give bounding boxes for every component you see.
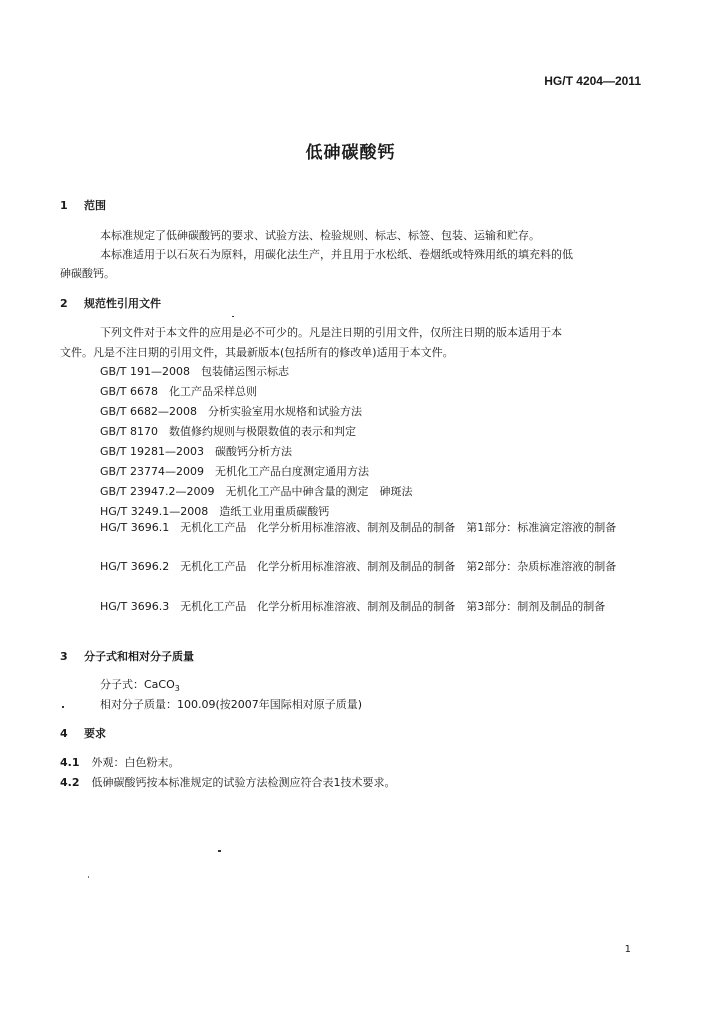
reference-item-wrapped (60, 597, 642, 617)
section-4-heading (60, 724, 642, 744)
reference-item: GB/T 6678 化工产品采样总则 (100, 385, 257, 398)
clause-number: 4.1 (60, 756, 80, 769)
reference-item: GB/T 6682—2008 分析实验室用水规格和试验方法 (100, 405, 362, 418)
molecular-mass (60, 695, 642, 715)
reference-item: HG/T 3696.1 无机化工产品 化学分析用标准溶液、制剂及制品的制备 第1部分：标准滴定溶液的制备 (100, 521, 617, 534)
mass-value: 相对分子质量：100.09(按2007年国际相对原子质量) (100, 698, 363, 711)
reference-item-wrapped (60, 557, 642, 577)
reference-item: HG/T 3249.1—2008 造纸工业用重质碳酸钙 (100, 505, 330, 518)
scan-speck (62, 706, 64, 708)
scope-paragraph-2-line-1 (60, 245, 642, 265)
reference-item: GB/T 19281—2003 碳酸钙分析方法 (100, 445, 292, 458)
section-3-heading (60, 647, 642, 667)
requirement-4-2 (60, 773, 642, 793)
section-number: 1 (60, 199, 68, 212)
reference-item: HG/T 3696.3 无机化工产品 化学分析用标准溶液、制剂及制品的制备 第3部分：制剂及制品的制备 (100, 600, 606, 613)
reference-item: GB/T 23774—2009 无机化工产品白度测定通用方法 (100, 465, 369, 478)
section-title: 分子式和相对分子质量 (84, 650, 194, 663)
scan-speck (88, 876, 89, 878)
page-number: 1 (624, 944, 631, 955)
paragraph-text: 本标准适用于以石灰石为原料，用碳化法生产，并且用于水松纸、卷烟纸或特殊用纸的填充料的低 (100, 248, 573, 261)
paragraph-text: 砷碳酸钙。 (60, 267, 115, 280)
scan-speck (232, 316, 234, 317)
formula-subscript: 3 (174, 684, 180, 694)
section-2-heading (60, 294, 642, 314)
section-title: 规范性引用文件 (84, 297, 161, 310)
reference-item: GB/T 8170 数值修约规则与极限数值的表示和判定 (100, 425, 356, 438)
section-title: 范围 (84, 199, 106, 212)
standard-code: HG/T 4204—2011 (544, 74, 641, 88)
section-title: 要求 (84, 727, 106, 740)
clause-number: 4.2 (60, 776, 80, 789)
paragraph-text: 本标准规定了低砷碳酸钙的要求、试验方法、检验规则、标志、标签、包装、运输和贮存。 (100, 229, 540, 242)
reference-item: HG/T 3696.2 无机化工产品 化学分析用标准溶液、制剂及制品的制备 第2部分：杂质标准溶液的制备 (100, 560, 617, 573)
section-number: 3 (60, 650, 68, 663)
section-number: 4 (60, 727, 68, 740)
formula-label: 分子式： (100, 678, 144, 691)
scope-paragraph-1 (60, 226, 642, 246)
reference-item: GB/T 23947.2—2009 无机化工产品中砷含量的测定 砷斑法 (100, 485, 413, 498)
references-intro-line-2 (60, 343, 642, 363)
clause-text: 低砷碳酸钙按本标准规定的试验方法检测应符合表1技术要求。 (91, 776, 396, 789)
formula-value: CaCO (144, 678, 175, 691)
reference-item-wrapped (60, 518, 642, 538)
clause-text: 外观：白色粉末。 (91, 756, 180, 769)
paragraph-text: 下列文件对于本文件的应用是必不可少的。凡是注日期的引用文件，仅所注日期的版本适用于本 (100, 326, 562, 339)
scope-paragraph-2-line-2 (60, 264, 642, 284)
paragraph-text: 文件。凡是不注日期的引用文件，其最新版本(包括所有的修改单)适用于本文件。 (60, 346, 454, 359)
section-1-heading (60, 196, 642, 216)
section-number: 2 (60, 297, 68, 310)
document-title: 低砷碳酸钙 (305, 143, 396, 163)
scan-speck (218, 850, 221, 852)
reference-item: GB/T 191—2008 包装储运图示标志 (100, 365, 289, 378)
references-intro-line-1 (60, 323, 642, 343)
requirement-4-1 (60, 753, 642, 773)
